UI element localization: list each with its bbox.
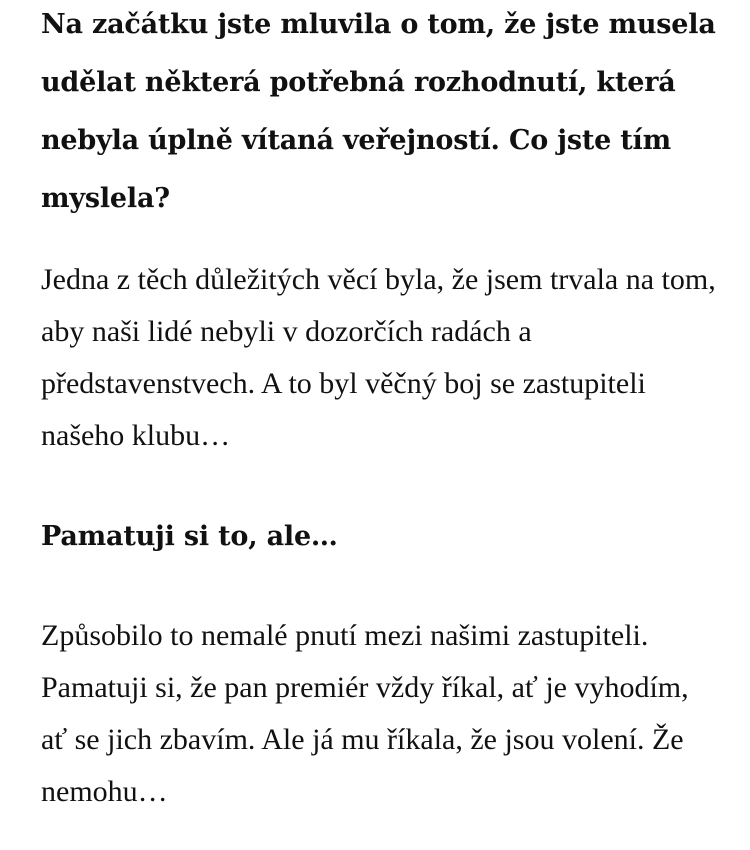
interview-question-1: Na začátku jste mluvila o tom, že jste musela udělat některá potřebná rozhodnutí, která nebyla úplně vítaná veřejností. Co jste tím myslela?: [41, 9, 716, 214]
interview-answer-2: Způsobilo to nemalé pnutí mezi našimi zastupiteli. Pamatuji si, že pan premiér vždy říkal, ať je vyhodím, ať se jich zbavím. Ale já mu říkala, že jsou volení. Že nemohu…: [41, 619, 689, 808]
interview-answer-1: Jedna z těch důležitých věcí byla, že jsem trvala na tom, aby naši lidé nebyli v dozorčích radách a představenstvech. A to byl věčný boj se zastupiteli našeho klubu…: [41, 263, 716, 452]
interview-question-2: Pamatuji si to, ale…: [41, 521, 338, 552]
